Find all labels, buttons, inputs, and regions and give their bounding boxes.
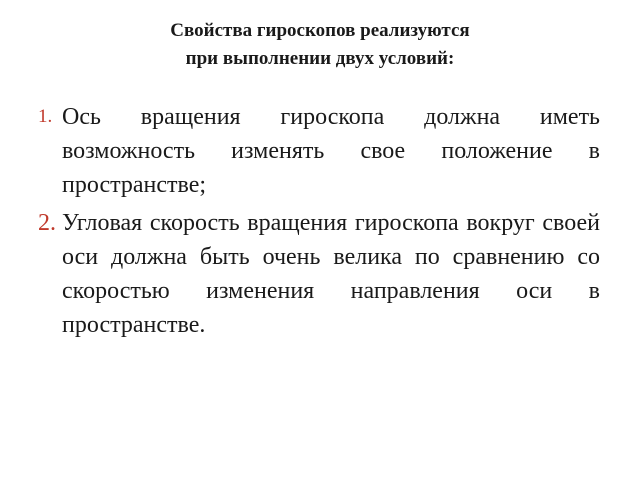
slide-title <box>40 17 600 73</box>
list-item <box>38 100 600 202</box>
list-item-number: 2. <box>38 210 56 236</box>
title-line-1: Свойства гироскопов реализуются <box>170 20 470 41</box>
list-item-text: Угловая скорость вращения гироскопа вокруг своей оси должна быть очень велика по сравнению со скоростью изменения направления оси в пространстве. <box>62 210 600 338</box>
title-line-2: при выполнении двух условий: <box>185 48 455 69</box>
conditions-list <box>38 100 600 346</box>
list-item-text: Ось вращения гироскопа должна иметь возможность изменять свое положение в пространстве; <box>62 104 600 198</box>
list-item-number: 1. <box>38 106 53 127</box>
list-item <box>38 206 600 342</box>
